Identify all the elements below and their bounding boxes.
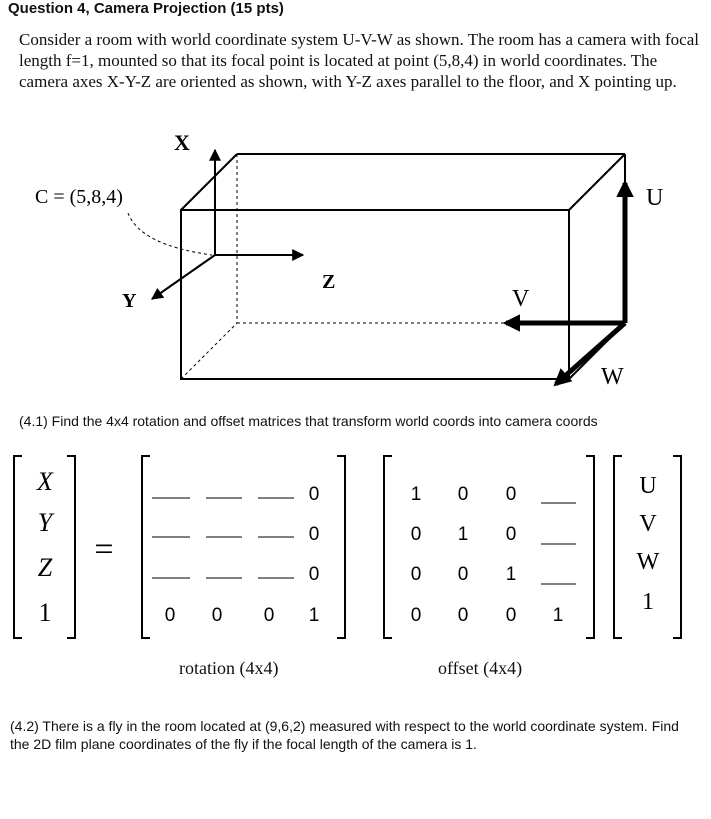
part2-prompt: (4.2) There is a fly in the room located at (9,6,2) measured with respect to the world coordinate system. Find the 2D film plane coordinates of the fly if the focal length of the camera is 1. [10, 718, 679, 752]
world-v-label: V [512, 286, 530, 312]
offset-r3-c2: 0 [457, 564, 469, 585]
offset-r3-c3: 1 [505, 564, 517, 585]
rhs-u: U [639, 473, 657, 499]
rotation-r4-c3: 0 [263, 605, 275, 626]
camera-leader-line [128, 213, 212, 255]
room-box [181, 154, 625, 379]
question-title: Question 4, Camera Projection (15 pts) [8, 0, 284, 17]
rhs-bracket-right [673, 456, 681, 638]
rotation-r4-c2: 0 [211, 605, 223, 626]
rhs-w: W [636, 549, 660, 575]
room-top-right-edge [569, 154, 625, 210]
room-hidden-edges [181, 154, 625, 379]
camera-y-axis [152, 255, 215, 299]
rotation-r4-c1: 0 [164, 605, 176, 626]
question-intro: Consider a room with world coordinate system U-V-W as shown. The room has a camera with focal length f=1, mounted so that its focal point is located at point (5,8,4) in world coordinates. The camera axes X-Y-Z are oriented as shown, with Y-Z axes parallel to the floor, and X pointing up. [19, 30, 699, 91]
camera-axes [152, 150, 303, 299]
lhs-x: X [37, 467, 53, 496]
rotation-blanks [152, 498, 294, 578]
lhs-bracket-right [67, 456, 75, 638]
offset-r2-c2: 1 [457, 524, 469, 545]
rotation-r4-c4: 1 [308, 605, 320, 626]
rhs-one: 1 [642, 589, 654, 615]
offset-r1-c1: 1 [410, 484, 422, 505]
rotation-r1-c4: 0 [308, 484, 320, 505]
rhs-bracket-left [614, 456, 622, 638]
world-w-label: W [601, 364, 624, 390]
camera-position-label: C = (5,8,4) [35, 186, 123, 208]
camera-z-label: Z [322, 271, 336, 293]
offset-r4-c4: 1 [552, 605, 564, 626]
rotation-caption: rotation (4x4) [179, 658, 279, 678]
offset-r4-c2: 0 [457, 605, 469, 626]
lhs-y: Y [37, 508, 53, 537]
lhs-z: Z [37, 553, 53, 582]
equals-sign: = [94, 531, 114, 568]
camera-x-label: X [174, 130, 190, 155]
room-front-face [181, 210, 569, 379]
offset-caption: offset (4x4) [438, 658, 523, 678]
rotation-bracket-left [142, 456, 150, 638]
rhs-v: V [639, 511, 657, 537]
lhs-one: 1 [38, 598, 52, 627]
room-top-left-edge [181, 154, 237, 210]
rotation-bracket-right [337, 456, 345, 638]
world-u-label: U [646, 185, 664, 211]
part1-prompt: (4.1) Find the 4x4 rotation and offset matrices that transform world coords into camera coords [19, 413, 598, 429]
world-axes [506, 183, 625, 384]
offset-r4-c3: 0 [505, 605, 517, 626]
offset-r3-c1: 0 [410, 564, 422, 585]
offset-r1-c3: 0 [505, 484, 517, 505]
offset-r4-c1: 0 [410, 605, 422, 626]
offset-r1-c2: 0 [457, 484, 469, 505]
offset-bracket-left [384, 456, 392, 638]
rotation-r2-c4: 0 [308, 524, 320, 545]
offset-bracket-right [586, 456, 594, 638]
offset-r2-c3: 0 [505, 524, 517, 545]
rotation-r3-c4: 0 [308, 564, 320, 585]
lhs-bracket-left [14, 456, 22, 638]
offset-blanks [541, 503, 576, 584]
offset-r2-c1: 0 [410, 524, 422, 545]
camera-y-label: Y [122, 290, 137, 312]
